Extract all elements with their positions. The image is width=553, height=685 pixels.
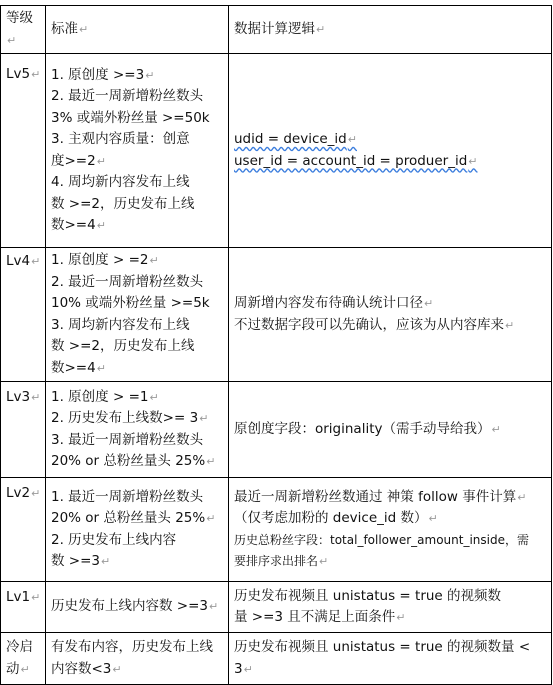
standard-cell xyxy=(46,582,229,633)
logic-line: user_id = account_id = produer_id↵ xyxy=(234,152,478,169)
header-level: 等级↵ xyxy=(1,6,46,54)
level-cell xyxy=(1,633,46,685)
logic-cell xyxy=(229,633,552,685)
criteria-table xyxy=(0,5,552,685)
logic-cell xyxy=(229,582,552,633)
standard-line: 3. 主观内容质量：创意 xyxy=(51,131,190,147)
standard-line: 度>=2↵ xyxy=(51,152,106,169)
logic-line: udid = device_id↵ xyxy=(234,131,357,147)
level-line: 冷启 xyxy=(6,639,33,655)
logic-cell xyxy=(229,478,552,582)
level-line: 动↵ xyxy=(6,660,30,677)
level-cell: Lv4↵ xyxy=(1,248,46,382)
standard-line: 数>=4↵ xyxy=(51,217,106,233)
logic-cell xyxy=(229,382,552,478)
standard-line: 数 >=3↵ xyxy=(51,553,111,569)
standard-line: 3. 最近一周新增粉丝数头 xyxy=(51,431,204,448)
standard-line: 3% 或端外粉丝量 >=50k xyxy=(51,109,210,126)
standard-line: 有发布内容，历史发布上线 xyxy=(51,639,213,655)
logic-line: 3↵ xyxy=(234,660,253,677)
level-cell: Lv2↵ xyxy=(1,478,46,582)
logic-line: 量 >=3 且不满足上面条件↵ xyxy=(234,609,406,625)
table-row-lv1 xyxy=(1,582,552,633)
standard-cell xyxy=(46,54,229,248)
standard-cell xyxy=(46,382,229,478)
standard-line: 数>=4↵ xyxy=(51,359,106,376)
standard-line: 3. 周均新内容发布上线 xyxy=(51,316,190,333)
logic-line: 要排序求出排名↵ xyxy=(234,554,329,568)
level-cell: Lv5↵ xyxy=(1,54,46,248)
standard-line: 1. 原创度 > =2↵ xyxy=(51,252,159,268)
header-row xyxy=(1,6,552,54)
standard-cell xyxy=(46,478,229,582)
logic-line: 历史发布视频且 unistatus = true 的视频数 xyxy=(234,587,502,604)
standard-line: 2. 最近一周新增粉丝数头 xyxy=(51,273,204,290)
standard-line: 2. 历史发布上线内容 xyxy=(51,531,177,548)
standard-line: 1. 原创度 > =1↵ xyxy=(51,388,159,405)
standard-line: 10% 或端外粉丝量 >=5k xyxy=(51,295,210,311)
logic-line: 最近一周新增粉丝数通过 神策 follow 事件计算↵ xyxy=(234,488,527,505)
standard-line: 2. 历史发布上线数>= 3↵ xyxy=(51,410,209,426)
standard-line: 20% or 总粉丝量头 25%↵ xyxy=(51,510,216,526)
logic-line: 历史发布视频且 unistatus = true 的视频数量 < xyxy=(234,639,531,655)
header-logic: 数据计算逻辑↵ xyxy=(229,6,552,54)
logic-line: （仅考虑加粉的 device_id 数）↵ xyxy=(234,510,438,526)
table-row-lv3 xyxy=(1,382,552,478)
logic-cell xyxy=(229,54,552,248)
level-cell: Lv3↵ xyxy=(1,382,46,478)
standard-line: 4. 周均新内容发布上线 xyxy=(51,174,190,190)
standard-line: 2. 最近一周新增粉丝数头 xyxy=(51,88,204,104)
standard-cell xyxy=(46,633,229,685)
standard-cell xyxy=(46,248,229,382)
table-row-lv5 xyxy=(1,54,552,248)
standard-line: 历史发布上线内容数 >=3↵ xyxy=(51,598,219,615)
logic-cell xyxy=(229,248,552,382)
logic-line: 周新增内容发布待确认统计口径↵ xyxy=(234,295,434,311)
table-row-cold-start xyxy=(1,633,552,685)
logic-line: 不过数据字段可以先确认，应该为从内容库来↵ xyxy=(234,316,515,333)
logic-line: 原创度字段：originality（需手动导给我）↵ xyxy=(234,420,501,437)
table-row-lv2 xyxy=(1,478,552,582)
standard-line: 20% or 总粉丝量头 25%↵ xyxy=(51,453,216,469)
header-standard: 标准↵ xyxy=(46,6,229,54)
standard-line: 1. 原创度 >=3↵ xyxy=(51,66,155,83)
standard-line: 内容数<3↵ xyxy=(51,660,122,677)
table-row-lv4 xyxy=(1,248,552,382)
level-cell: Lv1↵ xyxy=(1,582,46,633)
logic-line: 历史总粉丝字段：total_follower_amount_inside，需 xyxy=(234,532,529,547)
standard-line: 数 >=2，历史发布上线 xyxy=(51,195,195,212)
standard-line: 1. 最近一周新增粉丝数头 xyxy=(51,488,204,505)
standard-line: 数 >=2，历史发布上线 xyxy=(51,338,195,354)
